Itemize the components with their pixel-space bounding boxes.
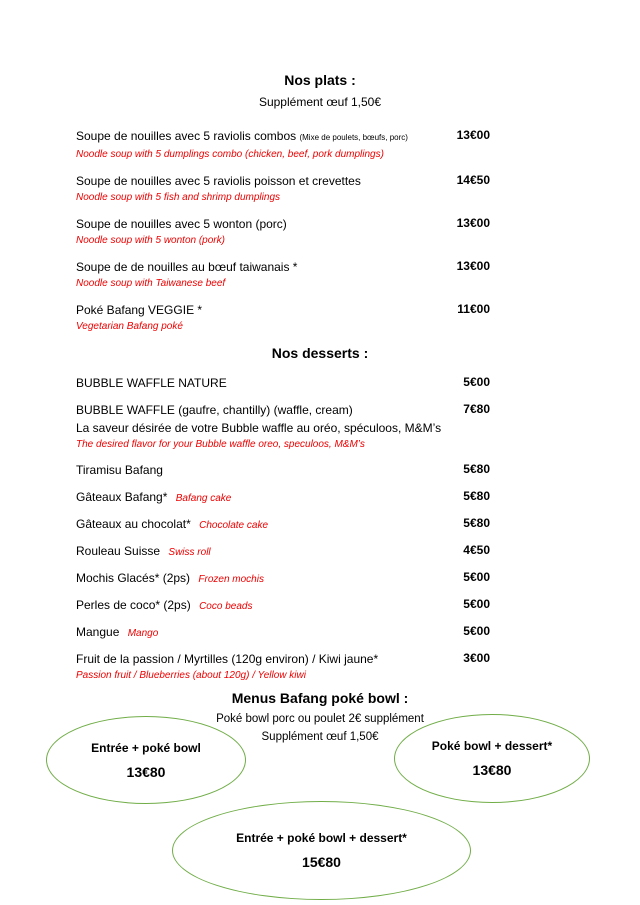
menu-item-row <box>76 597 490 613</box>
item-price: 5€80 <box>463 516 490 530</box>
item-note: (Mixe de poulets, bœufs, porc) <box>299 133 408 142</box>
menu-item-row <box>76 375 490 391</box>
menu-bubble-poke-dessert <box>394 714 590 803</box>
menu-item-row <box>76 516 490 532</box>
item-name-line <box>76 462 490 478</box>
item-name: Gâteaux Bafang* <box>76 490 168 504</box>
item-name: Rouleau Suisse <box>76 544 161 558</box>
item-name: Soupe de de nouilles au bœuf taiwanais * <box>76 260 298 274</box>
menu-item-row <box>76 651 490 682</box>
item-price: 5€80 <box>463 489 490 503</box>
section-title-plats: Nos plats : <box>284 72 356 88</box>
item-translation: The desired flavor for your Bubble waffle oreo, speculoos, M&M’s <box>76 439 365 450</box>
section-title-desserts: Nos desserts : <box>271 345 369 361</box>
item-name: Mangue <box>76 625 120 639</box>
bubble-label: Entrée + poké bowl + dessert* <box>236 831 407 845</box>
item-name: Soupe de nouilles avec 5 wonton (porc) <box>76 217 287 231</box>
menu-item-row <box>76 402 490 451</box>
item-translation: Coco beads <box>199 601 253 612</box>
item-translation: Noodle soup with 5 fish and shrimp dumplings <box>76 192 280 203</box>
item-price: 4€50 <box>463 543 490 557</box>
menu-item-row <box>76 624 490 640</box>
item-translation: Noodle soup with Taiwanese beef <box>76 278 226 289</box>
item-name: Tiramisu Bafang <box>76 463 163 477</box>
item-price: 7€80 <box>463 402 490 416</box>
bubble-label: Poké bowl + dessert* <box>431 739 553 753</box>
item-translation: Chocolate cake <box>199 520 269 531</box>
menu-item-row <box>76 216 490 247</box>
item-name-line <box>76 302 490 318</box>
menu-item-row <box>76 173 490 204</box>
item-name: Soupe de nouilles avec 5 raviolis combos <box>76 129 297 143</box>
item-name: Gâteaux au chocolat* <box>76 517 191 531</box>
item-price: 5€80 <box>463 462 490 476</box>
bubble-price: 13€80 <box>472 762 512 778</box>
section-title-menus: Menus Bafang poké bowl : <box>231 690 409 706</box>
item-translation: Bafang cake <box>175 493 232 504</box>
item-name: Fruit de la passion / Myrtilles (120g environ) / Kiwi jaune* <box>76 652 379 666</box>
item-price: 14€50 <box>456 173 490 187</box>
menu-item-row <box>76 543 490 559</box>
menu-item-row <box>76 302 490 333</box>
item-name-line <box>76 375 490 391</box>
item-translation: Passion fruit / Blueberries (about 120g) / Yellow kiwi <box>76 670 306 681</box>
item-price: 13€00 <box>456 128 490 142</box>
menu-item-row <box>76 462 490 478</box>
item-name-line <box>76 516 490 532</box>
item-translation: Noodle soup with 5 wonton (pork) <box>76 235 225 246</box>
item-translation: Noodle soup with 5 dumplings combo (chicken, beef, pork dumplings) <box>76 149 384 160</box>
menu-bubble-entree-poke-dessert <box>172 801 471 900</box>
item-name-line <box>76 173 490 189</box>
item-name: Poké Bafang VEGGIE * <box>76 303 203 317</box>
item-price: 5€00 <box>463 624 490 638</box>
item-price: 13€00 <box>456 259 490 273</box>
menu-item-row <box>76 489 490 505</box>
bubble-price: 15€80 <box>302 854 341 870</box>
item-price: 3€00 <box>463 651 490 665</box>
menus-subtitle-1: Poké bowl porc ou poulet 2€ supplément <box>216 713 424 725</box>
plats-subtitle: Supplément œuf 1,50€ <box>258 95 382 109</box>
menu-bubble-entree-poke <box>46 716 246 804</box>
item-description: La saveur désirée de votre Bubble waffle au oréo, spéculoos, M&M’s <box>76 421 442 435</box>
plats-list <box>76 128 490 333</box>
item-translation: Frozen mochis <box>198 574 264 585</box>
item-name: Mochis Glacés* (2ps) <box>76 571 191 585</box>
desserts-list <box>76 375 490 682</box>
item-name: Perles de coco* (2ps) <box>76 598 191 612</box>
item-name: BUBBLE WAFFLE (gaufre, chantilly) (waffle, cream) <box>76 403 353 417</box>
item-translation: Swiss roll <box>168 547 211 558</box>
item-name-line <box>76 259 490 275</box>
item-name-line <box>76 543 490 559</box>
item-name: Soupe de nouilles avec 5 raviolis poisson et crevettes <box>76 174 361 188</box>
item-price: 13€00 <box>456 216 490 230</box>
bubble-price: 13€80 <box>126 763 166 780</box>
item-name-line <box>76 624 490 640</box>
bubble-label: Entrée + poké bowl <box>91 740 201 755</box>
menu-item-row <box>76 259 490 290</box>
item-name-line <box>76 128 490 146</box>
item-price: 11€00 <box>457 302 490 316</box>
item-name-line <box>76 402 490 418</box>
menu-item-row <box>76 570 490 586</box>
item-translation: Mango <box>127 628 159 639</box>
item-price: 5€00 <box>463 597 490 611</box>
item-name-line <box>76 570 490 586</box>
item-price: 5€00 <box>463 375 490 389</box>
item-price: 5€00 <box>463 570 490 584</box>
menus-subtitle-2: Supplément œuf 1,50€ <box>261 731 379 743</box>
item-name-line <box>76 489 490 505</box>
menu-item-row <box>76 128 490 161</box>
item-name-line <box>76 597 490 613</box>
item-name-line <box>76 216 490 232</box>
item-name: BUBBLE WAFFLE NATURE <box>76 376 227 390</box>
item-name-line <box>76 651 490 667</box>
item-translation: Vegetarian Bafang poké <box>76 321 183 332</box>
